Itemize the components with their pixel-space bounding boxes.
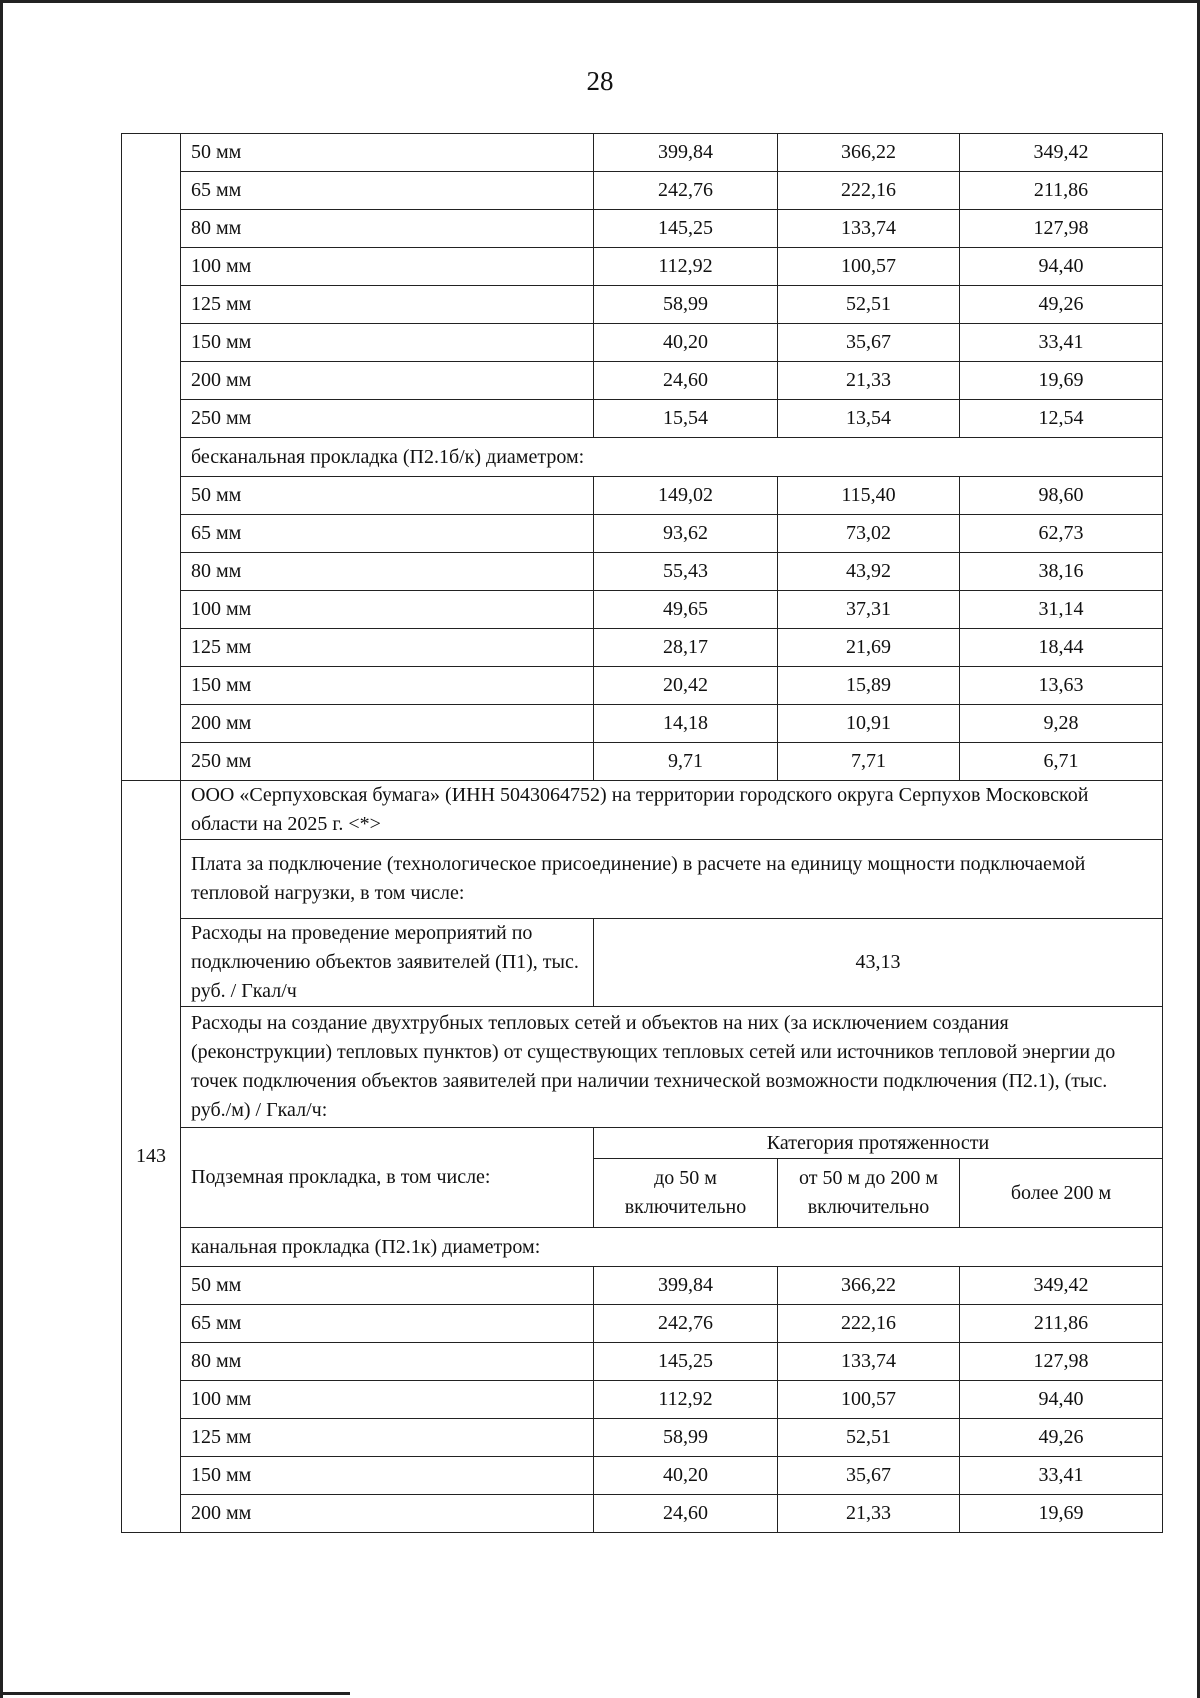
value-over-200: 12,54 [960,400,1163,438]
p21-text: Расходы на создание двухтрубных тепловых сетей и объектов на них (за исключением создания (реконструкции) тепловых пунктов) от существующих тепловых сетей или источников тепловой энергии до точек подключения объектов заявителей при наличии технической возможности подключения (П2.1), (тыс. руб./м) / Гкал/ч: [181,1007,1163,1128]
table-row [122,1457,1163,1495]
diameter-cell: 80 мм [181,210,594,248]
value-50-to-200: 52,51 [778,286,960,324]
diameter-cell: 200 мм [181,362,594,400]
value-up-to-50: 55,43 [594,553,778,591]
section-heading-channel [122,1228,1163,1267]
table-row [122,477,1163,515]
value-50-to-200: 100,57 [778,248,960,286]
table-row [122,1267,1163,1305]
diameter-cell: 200 мм [181,1495,594,1533]
diameter-cell: 65 мм [181,515,594,553]
diameter-cell: 50 мм [181,1267,594,1305]
diameter-cell: 100 мм [181,248,594,286]
value-up-to-50: 149,02 [594,477,778,515]
value-up-to-50: 24,60 [594,362,778,400]
diameter-cell: 50 мм [181,134,594,172]
diameter-cell: 150 мм [181,1457,594,1495]
table-row [122,1343,1163,1381]
table-row [122,629,1163,667]
table-row [122,515,1163,553]
value-50-to-200: 100,57 [778,1381,960,1419]
value-50-to-200: 35,67 [778,1457,960,1495]
value-50-to-200: 133,74 [778,1343,960,1381]
value-over-200: 211,86 [960,1305,1163,1343]
value-up-to-50: 9,71 [594,743,778,781]
value-up-to-50: 112,92 [594,248,778,286]
value-up-to-50: 145,25 [594,210,778,248]
value-over-200: 33,41 [960,1457,1163,1495]
table-row [122,362,1163,400]
value-up-to-50: 49,65 [594,591,778,629]
diameter-cell: 80 мм [181,553,594,591]
value-over-200: 62,73 [960,515,1163,553]
value-over-200: 19,69 [960,1495,1163,1533]
fee-text: Плата за подключение (технологическое присоединение) в расчете на единицу мощности подключаемой тепловой нагрузки, в том числе: [181,840,1163,919]
value-50-to-200: 366,22 [778,1267,960,1305]
page-number: 28 [586,66,614,96]
value-50-to-200: 21,33 [778,1495,960,1533]
table-row [122,134,1163,172]
value-over-200: 349,42 [960,134,1163,172]
value-over-200: 38,16 [960,553,1163,591]
table-row [122,324,1163,362]
table-row [122,705,1163,743]
value-up-to-50: 399,84 [594,1267,778,1305]
section-heading-channelless [122,438,1163,477]
value-50-to-200: 133,74 [778,210,960,248]
value-over-200: 13,63 [960,667,1163,705]
value-up-to-50: 242,76 [594,1305,778,1343]
table-row [122,667,1163,705]
value-over-200: 31,14 [960,591,1163,629]
diameter-cell: 65 мм [181,172,594,210]
table-row [122,553,1163,591]
header-row-category [122,1128,1163,1159]
diameter-cell: 100 мм [181,1381,594,1419]
value-50-to-200: 7,71 [778,743,960,781]
value-up-to-50: 399,84 [594,134,778,172]
table-row [122,1381,1163,1419]
value-up-to-50: 112,92 [594,1381,778,1419]
table-row [122,743,1163,781]
value-50-to-200: 222,16 [778,172,960,210]
diameter-cell: 250 мм [181,400,594,438]
value-over-200: 9,28 [960,705,1163,743]
col-header-50-to-200: от 50 м до 200 м включительно [778,1159,960,1228]
value-over-200: 49,26 [960,286,1163,324]
p1-label: Расходы на проведение мероприятий по подключению объектов заявителей (П1), тыс. руб. / Гкал/ч [181,919,594,1007]
value-over-200: 49,26 [960,1419,1163,1457]
p1-row [122,919,1163,1007]
value-up-to-50: 20,42 [594,667,778,705]
diameter-cell: 200 мм [181,705,594,743]
value-up-to-50: 242,76 [594,172,778,210]
value-up-to-50: 58,99 [594,286,778,324]
table-row [122,591,1163,629]
value-50-to-200: 43,92 [778,553,960,591]
value-50-to-200: 35,67 [778,324,960,362]
table-row [122,400,1163,438]
page-frame-left [0,0,3,1698]
value-50-to-200: 21,33 [778,362,960,400]
entry-title-row [122,781,1163,840]
diameter-cell: 150 мм [181,667,594,705]
value-over-200: 6,71 [960,743,1163,781]
channelless-heading: бесканальная прокладка (П2.1б/к) диаметром: [181,438,1163,477]
p21-row [122,1007,1163,1128]
diameter-cell: 125 мм [181,286,594,324]
diameter-cell: 100 мм [181,591,594,629]
col-header-over-200: более 200 м [960,1159,1163,1228]
tariff-table-body [122,134,1163,1533]
col-header-up-to-50: до 50 м включительно [594,1159,778,1228]
table-row [122,248,1163,286]
value-50-to-200: 115,40 [778,477,960,515]
value-up-to-50: 93,62 [594,515,778,553]
bottom-rule [0,1692,350,1695]
table-row [122,1419,1163,1457]
entry-number: 143 [122,781,181,1533]
value-up-to-50: 40,20 [594,1457,778,1495]
value-over-200: 94,40 [960,248,1163,286]
channel-heading: канальная прокладка (П2.1к) диаметром: [181,1228,1163,1267]
value-up-to-50: 14,18 [594,705,778,743]
value-50-to-200: 366,22 [778,134,960,172]
entry-number-continuation [122,134,181,781]
value-over-200: 19,69 [960,362,1163,400]
diameter-cell: 250 мм [181,743,594,781]
value-50-to-200: 10,91 [778,705,960,743]
diameter-cell: 65 мм [181,1305,594,1343]
value-over-200: 33,41 [960,324,1163,362]
table-row [122,210,1163,248]
value-50-to-200: 222,16 [778,1305,960,1343]
value-50-to-200: 13,54 [778,400,960,438]
diameter-cell: 125 мм [181,629,594,667]
table-row [122,172,1163,210]
category-header: Категория протяженности [594,1128,1163,1159]
table-row [122,286,1163,324]
entry-title: ООО «Серпуховская бумага» (ИНН 5043064752) на территории городского округа Серпухов Московской области на 2025 г. <*> [181,781,1163,840]
value-up-to-50: 28,17 [594,629,778,667]
value-over-200: 18,44 [960,629,1163,667]
value-up-to-50: 145,25 [594,1343,778,1381]
value-50-to-200: 52,51 [778,1419,960,1457]
tariff-table [121,133,1163,1533]
diameter-cell: 50 мм [181,477,594,515]
value-over-200: 127,98 [960,210,1163,248]
value-over-200: 98,60 [960,477,1163,515]
value-over-200: 211,86 [960,172,1163,210]
value-over-200: 127,98 [960,1343,1163,1381]
value-up-to-50: 40,20 [594,324,778,362]
value-over-200: 94,40 [960,1381,1163,1419]
p1-value: 43,13 [594,919,1163,1007]
diameter-cell: 150 мм [181,324,594,362]
value-up-to-50: 24,60 [594,1495,778,1533]
diameter-cell: 80 мм [181,1343,594,1381]
underground-label: Подземная прокладка, в том числе: [181,1128,594,1228]
value-50-to-200: 37,31 [778,591,960,629]
table-row [122,1495,1163,1533]
value-50-to-200: 73,02 [778,515,960,553]
value-over-200: 349,42 [960,1267,1163,1305]
fee-row [122,840,1163,919]
value-up-to-50: 15,54 [594,400,778,438]
value-up-to-50: 58,99 [594,1419,778,1457]
diameter-cell: 125 мм [181,1419,594,1457]
table-row [122,1305,1163,1343]
value-50-to-200: 21,69 [778,629,960,667]
value-50-to-200: 15,89 [778,667,960,705]
page-frame-top [0,0,1200,3]
